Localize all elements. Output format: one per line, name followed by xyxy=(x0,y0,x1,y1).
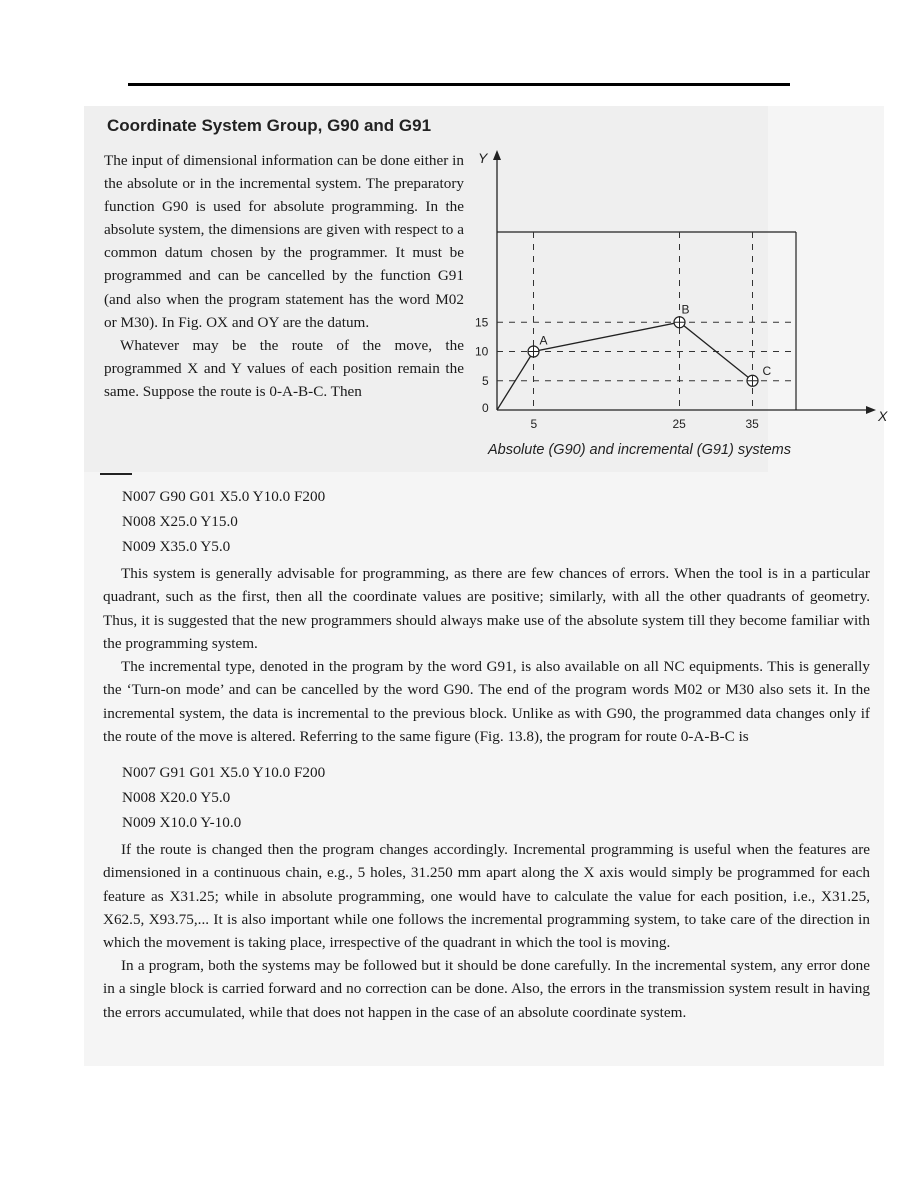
point-label-C: C xyxy=(762,363,772,378)
para-route-change: If the route is changed then the program changes accordingly. Incremental programming is useful when the features are dimensioned in a continuous chain, e.g., 5 holes, 31.250 mm apart along the X axis would simply be programmed for each feature as X31.25; while in absolute programming, one would have to calculate the value for each position, i.e., X31.25, X62.5, X93.75,... It is also important while one follows the incremental programming system, to take care of the direction in which the movement is taking place, irrespective of the quadrant in which the tool is moving. xyxy=(103,841,870,952)
y-tick-label-15: 15 xyxy=(475,315,489,330)
y-tick-label-10: 10 xyxy=(475,344,489,359)
y-axis-arrow xyxy=(493,150,501,160)
point-label-B: B xyxy=(681,302,690,317)
para-final: In a program, both the systems may be followed but it should be done carefully. In the incremental system, any error done in a single block is carried forward and no correction can be done. Also, the errors in the transmission system result in having the errors accumulated, while that does not happen in the case of an absolute coordinate system. xyxy=(103,957,870,1021)
route-line xyxy=(497,322,753,410)
g91-line-3: N009 X10.0 Y-10.0 xyxy=(122,814,242,831)
short-rule xyxy=(100,473,132,475)
figure-frame xyxy=(493,150,876,414)
x-axis-label: X xyxy=(878,408,888,424)
intro-paragraph-1: The input of dimensional information can be done either in the absolute or in the incremental system. The preparatory function G90 is used for absolute programming. In the absolute system, the dimensions are given with respect to a common datum chosen by the programmer. It must be programmed and can be cancelled by the function G91 (and also when the program statement has the word M02 or M30). In Fig. OX and OY are the datum. xyxy=(104,152,464,331)
origin-label: 0 xyxy=(482,401,489,415)
para-after-g90: This system is generally advisable for programming, as there are few chances of errors. When the tool is in a particular quadrant, such as the first, then all the coordinate values are positive; similarly, with all the other quadrants of geometry. Thus, it is suggested that the new programmers should always make use of the absolute system till they become familiar with the programming system. xyxy=(103,565,870,652)
y-axis-label: Y xyxy=(478,150,488,166)
g90-line-1: N007 G90 G01 X5.0 Y10.0 F200 xyxy=(122,488,326,505)
point-label-A: A xyxy=(539,333,548,348)
x-tick-label-5: 5 xyxy=(530,417,538,431)
x-tick-label-25: 25 xyxy=(672,417,686,431)
g91-line-1: N007 G91 G01 X5.0 Y10.0 F200 xyxy=(122,764,326,781)
x-axis-arrow xyxy=(866,406,876,414)
g90-line-2: N008 X25.0 Y15.0 xyxy=(122,513,238,530)
figure-data-layer xyxy=(475,232,796,431)
g90-line-3: N009 X35.0 Y5.0 xyxy=(122,538,231,555)
figure-caption: Absolute (G90) and incremental (G91) systems xyxy=(488,442,792,458)
g91-line-2: N008 X20.0 Y5.0 xyxy=(122,789,231,806)
section-heading: Coordinate System Group, G90 and G91 xyxy=(107,116,432,135)
intro-paragraph-2: Whatever may be the route of the move, the programmed X and Y values of each position remain the same. Suppose the route is 0-A-B-C. Then xyxy=(104,336,464,400)
para-incremental: The incremental type, denoted in the program by the word G91, is also available on all NC equipments. This is generally the ‘Turn-on mode’ and can be cancelled by the word G90. The end of the program words M02 or M30 also sets it. In the incremental system, the data is incremental to the previous block. Unlike as with G90, the programmed data changes only if the route of the move is altered. Referring to the same figure (Fig. 13.8), the program for route 0-A-B-C is xyxy=(103,658,870,745)
x-tick-label-35: 35 xyxy=(745,417,759,431)
y-tick-label-5: 5 xyxy=(482,373,489,388)
